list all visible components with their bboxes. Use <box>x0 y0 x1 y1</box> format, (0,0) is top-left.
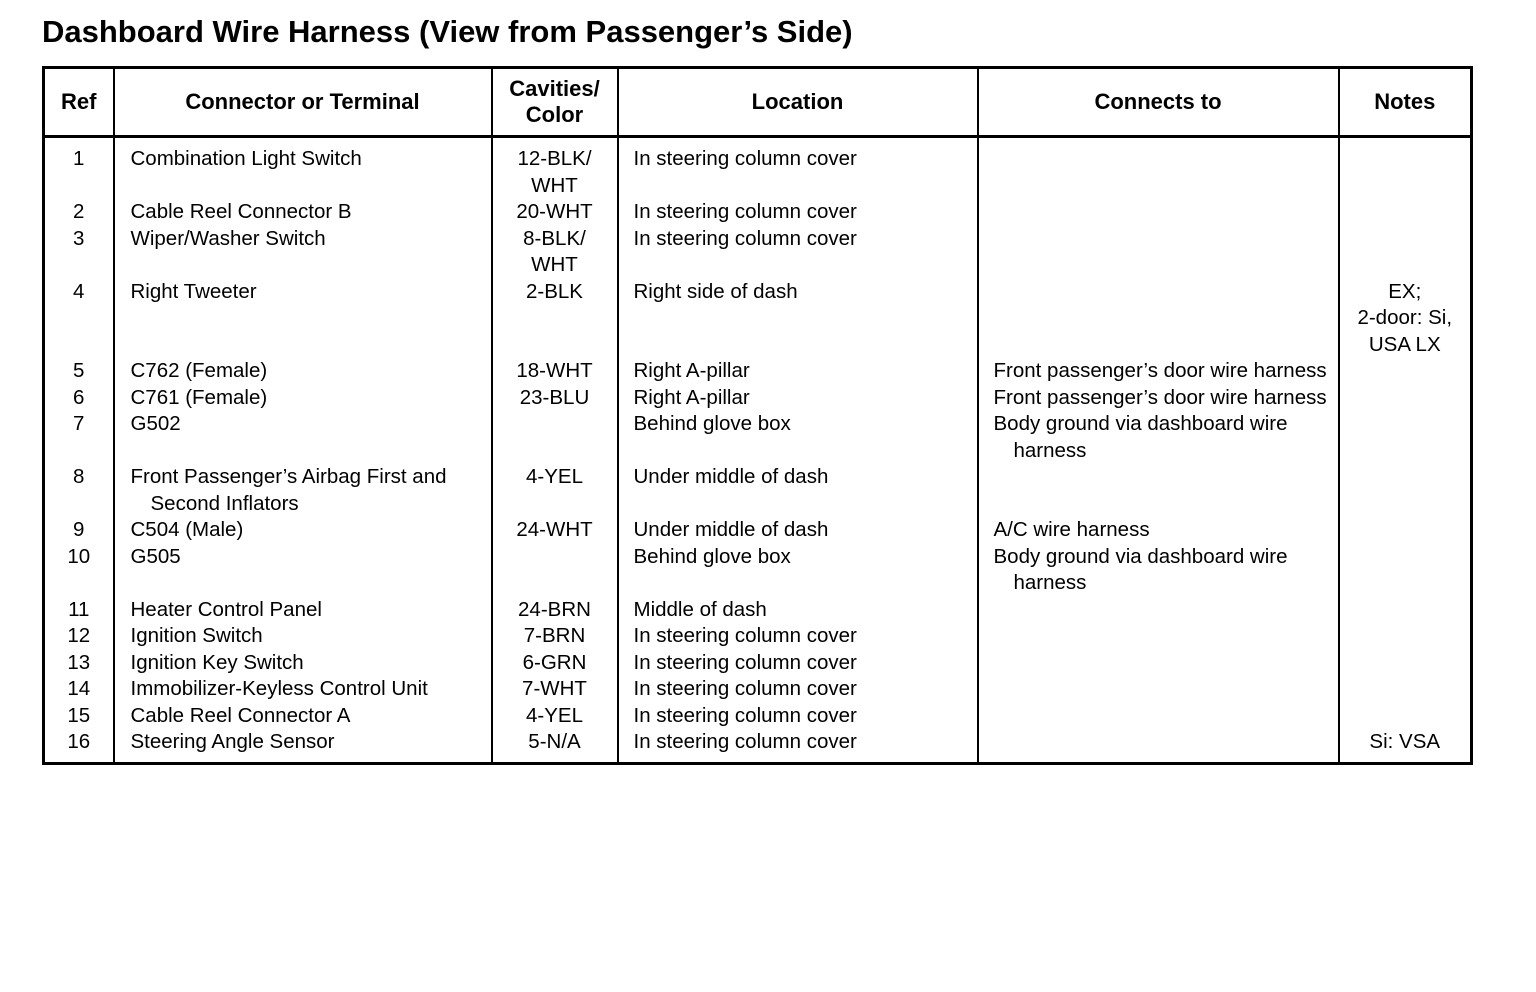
location-cell: Middle of dash <box>618 597 978 624</box>
connector-cell-text: Right Tweeter <box>130 279 257 303</box>
connector-cell <box>114 703 492 730</box>
connector-cell <box>114 279 492 359</box>
ref-cell: 11 <box>44 597 114 624</box>
connector-cell-text: C762 (Female) <box>130 359 268 382</box>
connects-to-cell-text: Body ground via dashboard wire harness <box>993 544 1288 594</box>
notes-cell <box>1339 358 1472 385</box>
connector-cell <box>114 544 492 597</box>
table-row <box>44 517 1472 544</box>
cavities-cell: 24-BRN <box>492 597 618 624</box>
connects-to-cell <box>978 137 1339 200</box>
table-row <box>44 226 1472 279</box>
notes-cell: Si: VSA <box>1339 729 1472 763</box>
ref-cell: 6 <box>44 385 114 412</box>
ref-cell: 1 <box>44 137 114 200</box>
ref-cell: 10 <box>44 544 114 597</box>
cavities-cell: 20-WHT <box>492 199 618 226</box>
page-title: Dashboard Wire Harness (View from Passenger’s Side) <box>42 14 853 49</box>
ref-cell: 3 <box>44 226 114 279</box>
notes-cell <box>1339 703 1472 730</box>
notes-cell <box>1339 597 1472 624</box>
location-cell: Right A-pillar <box>618 358 978 385</box>
connects-to-cell <box>978 676 1339 703</box>
connector-cell <box>114 137 492 200</box>
cavities-cell: 5-N/A <box>492 729 618 763</box>
header-ref: Ref <box>44 68 114 137</box>
ref-cell: 4 <box>44 279 114 359</box>
location-cell: Under middle of dash <box>618 464 978 517</box>
cavities-cell: 4-YEL <box>492 464 618 517</box>
location-cell: Right side of dash <box>618 279 978 359</box>
ref-cell: 16 <box>44 729 114 763</box>
cavities-cell: 8-BLK/ WHT <box>492 226 618 279</box>
ref-cell: 5 <box>44 358 114 385</box>
ref-cell: 8 <box>44 464 114 517</box>
header-connector: Connector or Terminal <box>114 68 492 137</box>
cavities-cell: 24-WHT <box>492 517 618 544</box>
cavities-cell <box>492 544 618 597</box>
location-cell: In steering column cover <box>618 650 978 677</box>
location-cell: In steering column cover <box>618 676 978 703</box>
location-cell: In steering column cover <box>618 137 978 200</box>
connects-to-cell <box>978 544 1339 597</box>
connects-to-cell-text: Body ground via dashboard wire harness <box>993 412 1288 462</box>
notes-cell <box>1339 676 1472 703</box>
table-row <box>44 703 1472 730</box>
connector-cell <box>114 729 492 763</box>
connects-to-cell <box>978 597 1339 624</box>
notes-cell <box>1339 199 1472 226</box>
connects-to-cell <box>978 729 1339 763</box>
notes-cell: EX; 2-door: Si, USA LX <box>1339 279 1472 359</box>
notes-cell <box>1339 464 1472 517</box>
connects-to-cell <box>978 623 1339 650</box>
ref-cell: 15 <box>44 703 114 730</box>
table-row <box>44 385 1472 412</box>
table-row <box>44 676 1472 703</box>
connects-to-cell <box>978 385 1339 412</box>
cavities-cell: 4-YEL <box>492 703 618 730</box>
connector-cell <box>114 650 492 677</box>
header-connects-to: Connects to <box>978 68 1339 137</box>
location-cell: Under middle of dash <box>618 517 978 544</box>
connects-to-cell <box>978 279 1339 359</box>
connects-to-cell <box>978 703 1339 730</box>
table-row <box>44 464 1472 517</box>
ref-cell: 2 <box>44 199 114 226</box>
cavities-cell: 7-WHT <box>492 676 618 703</box>
connector-cell-text: C761 (Female) <box>130 385 268 409</box>
connects-to-cell-text: Front passenger’s door wire harness <box>993 359 1327 382</box>
connects-to-cell <box>978 411 1339 464</box>
connector-cell-text: Front Passenger’s Airbag First and Second Inflators <box>130 465 447 515</box>
header-notes: Notes <box>1339 68 1472 137</box>
table-row <box>44 358 1472 385</box>
connector-cell <box>114 464 492 517</box>
connector-cell-text: Wiper/Washer Switch <box>130 226 326 250</box>
connector-cell <box>114 676 492 703</box>
cavities-cell: 18-WHT <box>492 358 618 385</box>
location-cell: Right A-pillar <box>618 385 978 412</box>
location-cell: In steering column cover <box>618 226 978 279</box>
location-cell: In steering column cover <box>618 199 978 226</box>
connector-cell <box>114 623 492 650</box>
notes-cell <box>1339 544 1472 597</box>
connector-cell <box>114 199 492 226</box>
table-row <box>44 137 1472 200</box>
notes-cell <box>1339 385 1472 412</box>
location-cell: Behind glove box <box>618 411 978 464</box>
connector-cell-text: Steering Angle Sensor <box>130 730 335 753</box>
connects-to-cell <box>978 517 1339 544</box>
connector-cell <box>114 411 492 464</box>
connector-cell-text: Cable Reel Connector B <box>130 200 352 223</box>
notes-cell <box>1339 226 1472 279</box>
connector-cell <box>114 385 492 412</box>
connector-cell-text: Ignition Switch <box>130 624 263 647</box>
ref-cell: 13 <box>44 650 114 677</box>
table-row <box>44 650 1472 677</box>
ref-cell: 12 <box>44 623 114 650</box>
notes-cell <box>1339 137 1472 200</box>
connects-to-cell <box>978 226 1339 279</box>
connector-cell-text: G502 <box>130 412 181 435</box>
connector-cell <box>114 517 492 544</box>
location-cell: In steering column cover <box>618 729 978 763</box>
ref-cell: 7 <box>44 411 114 464</box>
connector-cell-text: Heater Control Panel <box>130 597 322 621</box>
cavities-cell <box>492 411 618 464</box>
connects-to-cell <box>978 199 1339 226</box>
connector-cell-text: C504 (Male) <box>130 518 244 541</box>
connects-to-cell-text: A/C wire harness <box>993 518 1150 541</box>
location-cell: In steering column cover <box>618 703 978 730</box>
location-cell: In steering column cover <box>618 623 978 650</box>
location-cell: Behind glove box <box>618 544 978 597</box>
cavities-cell: 23-BLU <box>492 385 618 412</box>
cavities-cell: 12-BLK/ WHT <box>492 137 618 200</box>
notes-cell <box>1339 517 1472 544</box>
harness-table <box>42 66 1473 765</box>
table-row <box>44 623 1472 650</box>
cavities-cell: 7-BRN <box>492 623 618 650</box>
table-header-row <box>44 68 1472 137</box>
connector-cell <box>114 226 492 279</box>
connects-to-cell-text: Front passenger’s door wire harness <box>993 385 1327 409</box>
table-row <box>44 199 1472 226</box>
connector-cell <box>114 597 492 624</box>
table-row <box>44 729 1472 763</box>
connector-cell <box>114 358 492 385</box>
header-cavities-color: Cavities/ Color <box>492 68 618 137</box>
table-row <box>44 597 1472 624</box>
table-body <box>44 137 1472 764</box>
connector-cell-text: Combination Light Switch <box>130 147 362 170</box>
notes-cell <box>1339 650 1472 677</box>
connects-to-cell <box>978 464 1339 517</box>
table-row <box>44 544 1472 597</box>
ref-cell: 14 <box>44 676 114 703</box>
connects-to-cell <box>978 358 1339 385</box>
header-location: Location <box>618 68 978 137</box>
table-row <box>44 279 1472 359</box>
cavities-cell: 2-BLK <box>492 279 618 359</box>
table-row <box>44 411 1472 464</box>
connector-cell-text: Immobilizer-Keyless Control Unit <box>130 677 428 700</box>
notes-cell <box>1339 623 1472 650</box>
connector-cell-text: Cable Reel Connector A <box>130 703 351 727</box>
ref-cell: 9 <box>44 517 114 544</box>
connects-to-cell <box>978 650 1339 677</box>
connector-cell-text: Ignition Key Switch <box>130 650 304 674</box>
notes-cell <box>1339 411 1472 464</box>
connector-cell-text: G505 <box>130 544 181 568</box>
cavities-cell: 6-GRN <box>492 650 618 677</box>
